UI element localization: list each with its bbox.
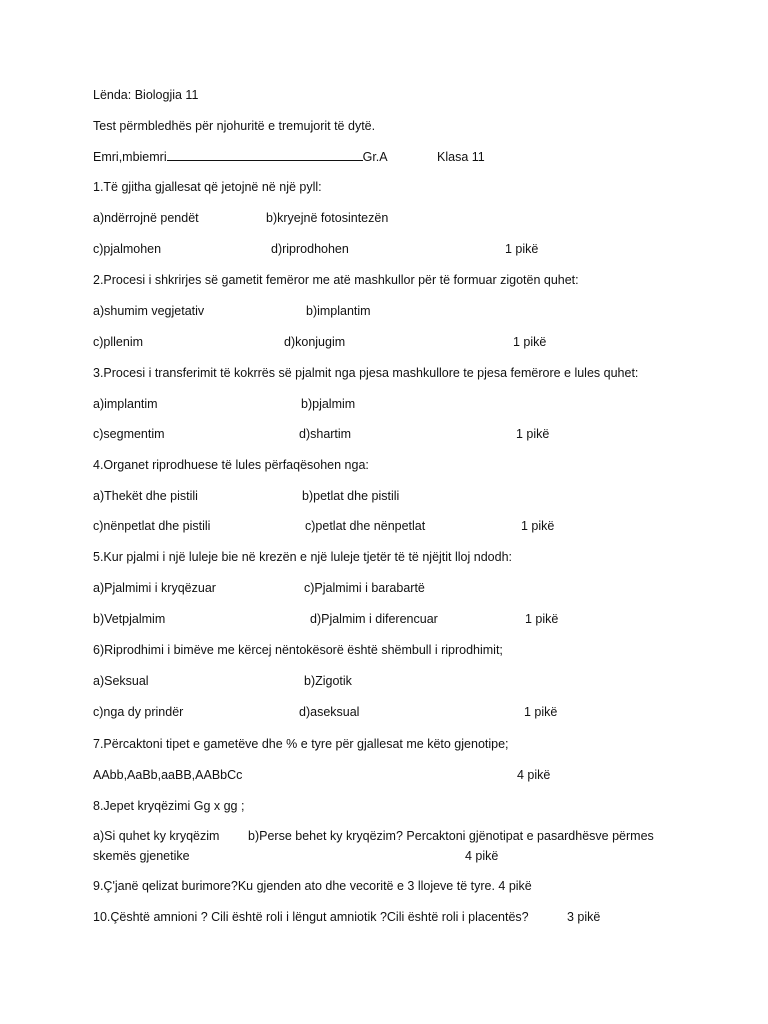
q5-option-c: c)Pjalmimi i barabartë bbox=[304, 581, 425, 595]
q10-points: 3 pikë bbox=[567, 910, 601, 924]
q2-option-b: b)implantim bbox=[306, 304, 371, 318]
q3-option-d: d)shartim bbox=[299, 427, 352, 441]
question-7: 7.Përcaktoni tipet e gametëve dhe % e tyre për gjallesat me këto gjenotipe; bbox=[93, 737, 509, 751]
q8-points: 4 pikë bbox=[465, 849, 499, 863]
q6-option-a: a)Seksual bbox=[93, 674, 149, 688]
q2-points: 1 pikë bbox=[513, 335, 547, 349]
q5-option-d: d)Pjalmim i diferencuar bbox=[310, 612, 438, 626]
q1-option-d: d)riprodhohen bbox=[271, 242, 349, 256]
q2-option-a: a)shumim vegjetativ bbox=[93, 304, 205, 318]
q8-line2: skemës gjenetike bbox=[93, 849, 190, 863]
q1-option-c: c)pjalmohen bbox=[93, 242, 162, 256]
q6-points: 1 pikë bbox=[524, 705, 558, 719]
q5-option-b: b)Vetpjalmim bbox=[93, 612, 166, 626]
q4-option-c: c)nënpetlat dhe pistili bbox=[93, 519, 211, 533]
q1-option-b: b)kryejnë fotosintezën bbox=[266, 211, 389, 225]
q7-genotypes: AAbb,AaBb,aaBB,AABbCc bbox=[93, 768, 243, 782]
q8-part-b: b)Perse behet ky kryqëzim? Percaktoni gjënotipat e pasardhësve përmes bbox=[248, 829, 654, 843]
question-2: 2.Procesi i shkrirjes së gametit femëror me atë mashkullor për të formuar zigotën quhet: bbox=[93, 273, 579, 287]
q1-points: 1 pikë bbox=[505, 242, 539, 256]
q6-option-c: c)nga dy prindër bbox=[93, 705, 184, 719]
name-label: Emri,mbiemri bbox=[93, 150, 167, 164]
question-6: 6)Riprodhimi i bimëve me kërcej nëntokësorë është shëmbull i riprodhimit; bbox=[93, 643, 503, 657]
q7-points: 4 pikë bbox=[517, 768, 551, 782]
q3-option-b: b)pjalmim bbox=[301, 397, 356, 411]
q4-option-b: b)petlat dhe pistili bbox=[302, 489, 400, 503]
question-5: 5.Kur pjalmi i një luleje bie në krezën e një luleje tjetër të të njëjtit lloj ndodh: bbox=[93, 550, 512, 564]
question-9: 9.Ç'janë qelizat burimore?Ku gjenden ato dhe vecoritë e 3 llojeve të tyre. 4 pikë bbox=[93, 879, 532, 893]
q3-option-a: a)implantim bbox=[93, 397, 158, 411]
question-8: 8.Jepet kryqëzimi Gg x gg ; bbox=[93, 799, 245, 813]
q4-option-d: c)petlat dhe nënpetlat bbox=[305, 519, 426, 533]
q4-option-a: a)Thekët dhe pistili bbox=[93, 489, 198, 503]
q2-option-d: d)konjugim bbox=[284, 335, 346, 349]
class-label: Klasa 11 bbox=[437, 150, 485, 164]
name-line bbox=[93, 149, 388, 165]
group-label: Gr.A bbox=[362, 150, 388, 164]
question-3: 3.Procesi i transferimit të kokrrës së pjalmit nga pjesa mashkullore te pjesa femërore e lules quhet: bbox=[93, 366, 639, 380]
q1-option-a: a)ndërrojnë pendët bbox=[93, 211, 199, 225]
test-title: Test përmbledhës për njohuritë e tremujorit të dytë. bbox=[93, 119, 376, 133]
question-4: 4.Organet riprodhuese të lules përfaqësohen nga: bbox=[93, 458, 369, 472]
q2-option-c: c)pllenim bbox=[93, 335, 144, 349]
q5-option-a: a)Pjalmimi i kryqëzuar bbox=[93, 581, 216, 595]
q3-option-c: c)segmentim bbox=[93, 427, 165, 441]
name-blank bbox=[167, 149, 363, 161]
subject-line: Lënda: Biologjia 11 bbox=[93, 88, 199, 102]
q8-part-a: a)Si quhet ky kryqëzim bbox=[93, 829, 220, 843]
question-10: 10.Çështë amnioni ? Cili është roli i lëngut amniotik ?Cili është roli i placentës? bbox=[93, 910, 529, 924]
question-1: 1.Të gjitha gjallesat që jetojnë në një pyll: bbox=[93, 180, 322, 194]
q6-option-d: d)aseksual bbox=[299, 705, 360, 719]
q5-points: 1 pikë bbox=[525, 612, 559, 626]
q3-points: 1 pikë bbox=[516, 427, 550, 441]
q6-option-b: b)Zigotik bbox=[304, 674, 352, 688]
q4-points: 1 pikë bbox=[521, 519, 555, 533]
